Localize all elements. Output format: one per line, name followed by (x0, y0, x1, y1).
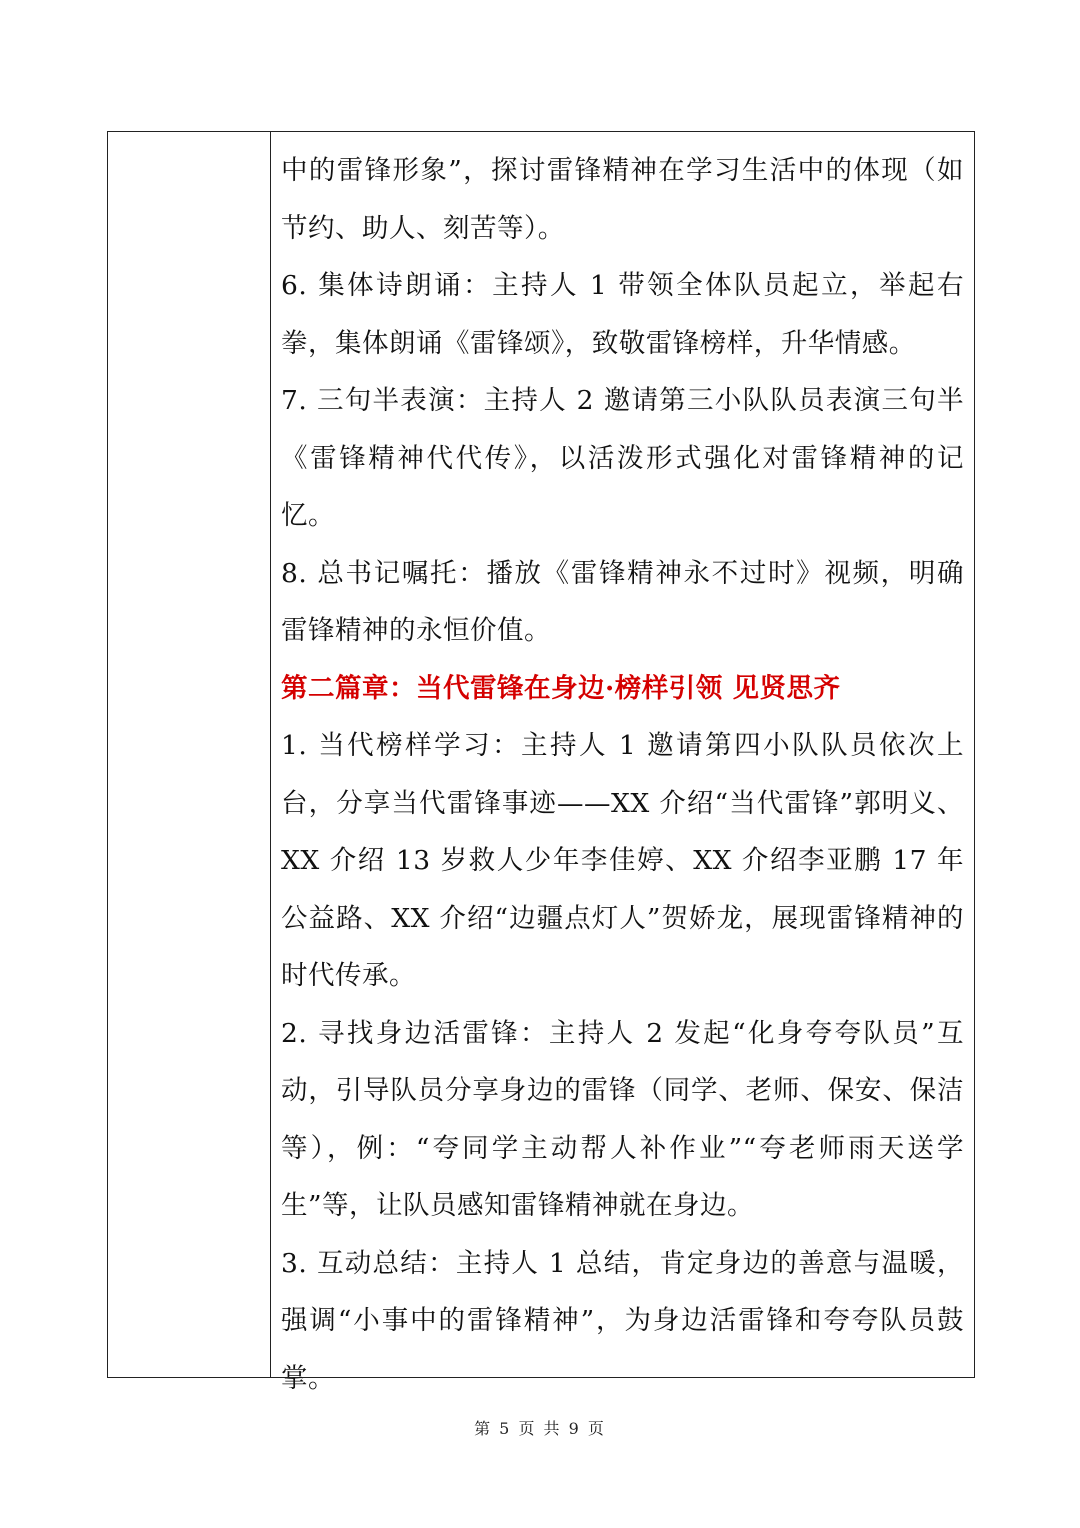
paragraph-chapter2-item-1: 1. 当代榜样学习：主持人 1 邀请第四小队队员依次上台，分享当代雷锋事迹——XX 介绍“当代雷锋”郭明义、XX 介绍 13 岁救人少年李佳婷、XX 介绍李亚鹏 17 年公益路、XX 介绍“边疆点灯人”贺娇龙，展现雷锋精神的时代传承。 (281, 730, 964, 991)
paragraph-intro-continuation: 中的雷锋形象”，探讨雷锋精神在学习生活中的体现（如节约、助人、刻苦等）。 (281, 155, 964, 244)
paragraph-item-7: 7. 三句半表演：主持人 2 邀请第三小队队员表演三句半《雷锋精神代代传》，以活泼形式强化对雷锋精神的记忆。 (281, 385, 964, 531)
paragraph-item-6: 6. 集体诗朗诵：主持人 1 带领全体队员起立，举起右拳，集体朗诵《雷锋颂》，致敬雷锋榜样，升华情感。 (281, 270, 964, 359)
paragraph-chapter2-item-3: 3. 互动总结：主持人 1 总结，肯定身边的善意与温暖，强调“小事中的雷锋精神”，为身边活雷锋和夸夸队员鼓掌。 (281, 1247, 964, 1394)
page-footer: 第 5 页 共 9 页 (474, 1419, 606, 1438)
paragraph-chapter2-item-2: 2. 寻找身边活雷锋：主持人 2 发起“化身夸夸队员”互动，引导队员分享身边的雷锋（同学、老师、保安、保洁等），例：“夸同学主动帮人补作业”“夸老师雨天送学生”等，让队员感知雷锋精神就在身边。 (281, 1017, 964, 1221)
table-right-cell (271, 132, 974, 1394)
content-table (107, 131, 975, 1394)
table-left-cell (108, 132, 271, 1377)
chapter-heading: 第二篇章：当代雷锋在身边·榜样引领 见贤思齐 (281, 672, 841, 704)
paragraph-item-8: 8. 总书记嘱托：播放《雷锋精神永不过时》视频，明确雷锋精神的永恒价值。 (281, 557, 964, 646)
